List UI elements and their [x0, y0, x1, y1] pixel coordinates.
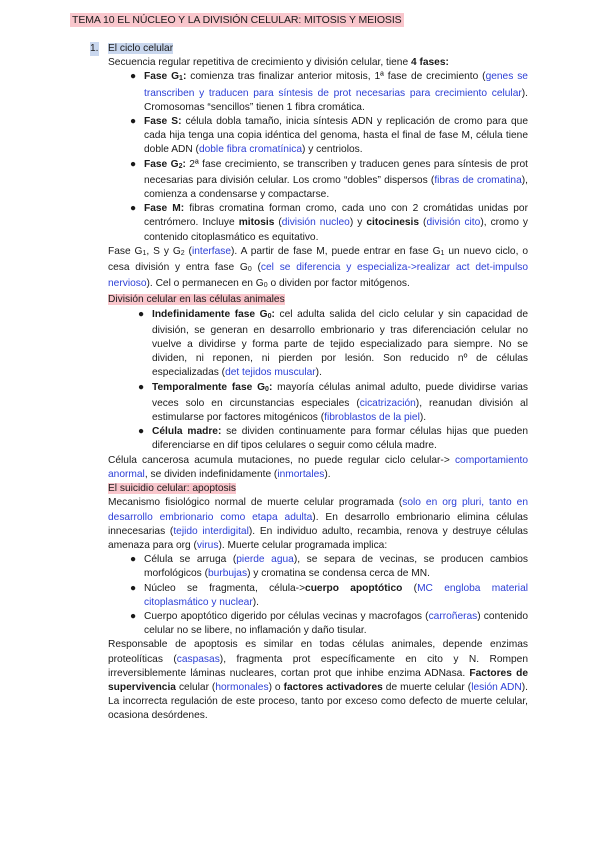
- division-list: [108, 308, 528, 454]
- bullet-icon: ●: [138, 426, 145, 438]
- list-item: ● Célula se arruga (pierde agua), se separa de vecinas, se producen cambios morfológicos (burbujas) y cromatina se condensa cerca de MN.: [130, 554, 528, 580]
- bullet-icon: ●: [130, 610, 137, 622]
- list-item: ● Núcleo se fragmenta, célula->cuerpo apoptótico (MC engloba material citoplasmático y nuclear).: [130, 582, 528, 608]
- list-item: ● Fase S: célula dobla tamaño, inicia síntesis ADN y replicación de cromo para que cada hija tenga una copia idéntica del genoma, hasta el final de fase M, célula tiene doble ADN (doble fibra cromatínica) y centriolos.: [130, 116, 528, 156]
- bullet-icon: ●: [138, 381, 145, 393]
- intro-paragraph: Secuencia regular repetitiva de crecimiento y división celular, tiene 4 fases:: [108, 57, 449, 69]
- list-item: ● Temporalmente fase G0: mayoría células animal adulto, puede dividirse varias veces solo en circunstancias especiales (cicatrización), reanudan división al estimularse por factores mitogénicos (fibroblastos de la piel).: [138, 381, 529, 424]
- bullet-icon: ●: [130, 116, 137, 128]
- apoptosis-heading: El suicidio celular: apoptosis: [108, 483, 236, 495]
- phase-list: [108, 70, 528, 244]
- list-item: ● Fase M: fibras cromatina forman cromo, cada uno con 2 cromátidas unidas por centrómero. Incluye mitosis (división nucleo) y citocinesis (división cito), cromo y contenido citoplasmático es equitativo.: [130, 203, 528, 243]
- apoptosis-paragraph: Mecanismo fisiológico normal de muerte celular programada (solo en org pluri, tanto en desarrollo embrionario como etapa adulta). En desarrollo embrionario elimina células innecesarias (tejido interdigital). En individuo adulto, recambia, renova y destruye células amenaza para org (virus). Muerte celular programada implica:: [108, 497, 528, 551]
- bullet-icon: ●: [130, 582, 137, 594]
- list-item: ● Célula madre: se dividen continuamente para formar células hijas que pueden diferenciarse en dif tipos celulares o seguir como célula madre.: [138, 426, 529, 452]
- page-title: TEMA 10 EL NÚCLEO Y LA DIVISIÓN CELULAR: MITOSIS Y MEIOSIS: [72, 14, 402, 26]
- division-heading: División celular en las células animales: [108, 294, 285, 306]
- section-heading: El ciclo celular: [108, 43, 174, 54]
- list-item: ● Cuerpo apoptótico digerido por células vecinas y macrofagos (carroñeras) contenido celular no se libere, no inflamación y daño tisular.: [130, 610, 528, 637]
- bullet-icon: ●: [138, 308, 145, 320]
- list-item: ● Fase G2: 2ª fase crecimiento, se transcriben y traducen genes para síntesis de prot necesarias para división celular. Los cromo “dobles” dispersos (fibras de cromatina), comienza a condensarse y compactarse.: [130, 158, 528, 201]
- cancer-paragraph: Célula cancerosa acumula mutaciones, no puede regular ciclo celular-> comportamiento anormal, se dividen indefinidamente (inmortales).: [108, 454, 528, 480]
- bullet-icon: ●: [130, 203, 137, 215]
- list-item: ● Indefinidamente fase G0: cel adulta salida del ciclo celular y sin capacidad de división, se generan en desarrollo embrionario y tras diferenciación celular no vuelve a dividirse y forma parte de tejido especializado para siempre. No se dividen, ni reponen, ni pierden por lesión. Son reducido nº de células especializadas (det tejidos muscular).: [138, 308, 528, 379]
- bullet-icon: ●: [130, 71, 137, 83]
- list-item: ● Fase G1: comienza tras finalizar anterior mitosis, 1ª fase de crecimiento (genes se transcriben y traducen para síntesis de prot necesarias para crecimiento celular). Cromosomas “sencillos” tienen 1 fibra cromática.: [130, 71, 528, 113]
- bullet-icon: ●: [130, 158, 137, 170]
- bullet-icon: ●: [130, 554, 137, 566]
- interphase-paragraph: Fase G1, S y G2 (interfase). A partir de fase M, puede entrar en fase G1 un nuevo ciclo, o cesa división y entra fase G0 (cel se diferencia y especializa->realizar act det-impulso nervioso). Cel o permanecen en G0 o dividen por factor mitógenos.: [108, 245, 528, 290]
- section-number: 1.: [90, 42, 99, 56]
- apoptosis-list: [108, 553, 528, 638]
- document-body: [108, 42, 528, 724]
- enzymes-paragraph: Responsable de apoptosis es similar en todas células animales, depende enzimas proteolíticas (caspasas), fragmenta prot específicamente en cito y N. Rompen irreversiblemente láminas nucleares, cortan prot que inhibe enzima ADNasa. Factores de supervivencia celular (hormonales) o factores activadores de muerte celular (lesión ADN). La incorrecta regulación de este proceso, tanto por exceso como defecto de muerte celular, ocasiona desórdenes.: [108, 639, 529, 722]
